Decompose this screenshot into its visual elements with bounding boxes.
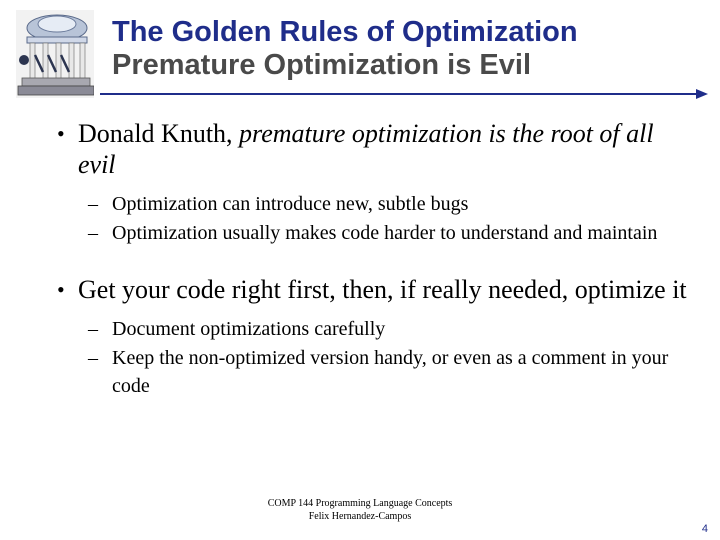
title-rule (100, 88, 708, 102)
sub-marker: – (88, 222, 98, 244)
sub-item (88, 344, 692, 400)
bullet-marker: • (57, 277, 65, 302)
sub-list (88, 190, 692, 247)
sub-text: Keep the non-optimized version handy, or even as a comment in your code (112, 347, 669, 397)
title-main: The Golden Rules of Optimization (112, 16, 578, 48)
sub-text: Document optimizations carefully (112, 318, 386, 340)
bullet-item (57, 118, 688, 180)
bullet-text: Donald Knuth, (78, 119, 240, 148)
sub-text: Optimization can introduce new, subtle bugs (112, 193, 469, 215)
bullet-marker: • (57, 121, 65, 146)
slide-body (0, 118, 720, 401)
sub-item (88, 219, 692, 247)
sub-list (88, 315, 692, 400)
footer-course: COMP 144 Programming Language Concepts (267, 498, 453, 509)
footer-author: Felix Hernandez-Campos (308, 511, 412, 522)
sub-text: Optimization usually makes code harder to understand and maintain (112, 222, 658, 244)
bullet-item (57, 274, 688, 305)
page-number: 4 (701, 523, 708, 535)
sub-marker: – (88, 347, 98, 369)
sub-item (88, 190, 692, 218)
sub-marker: – (88, 193, 98, 215)
title-subtitle: Premature Optimization is Evil (112, 49, 531, 81)
rotunda-logo-icon (16, 10, 94, 98)
bullet-emphasis: premature optimization is the root of all evil (78, 119, 654, 179)
sub-item (88, 315, 692, 343)
bullet-text: Get your code right first, then, if really needed, optimize it (78, 275, 687, 304)
sub-marker: – (88, 318, 98, 340)
slide-footer (0, 497, 720, 523)
slide-title (112, 16, 692, 82)
